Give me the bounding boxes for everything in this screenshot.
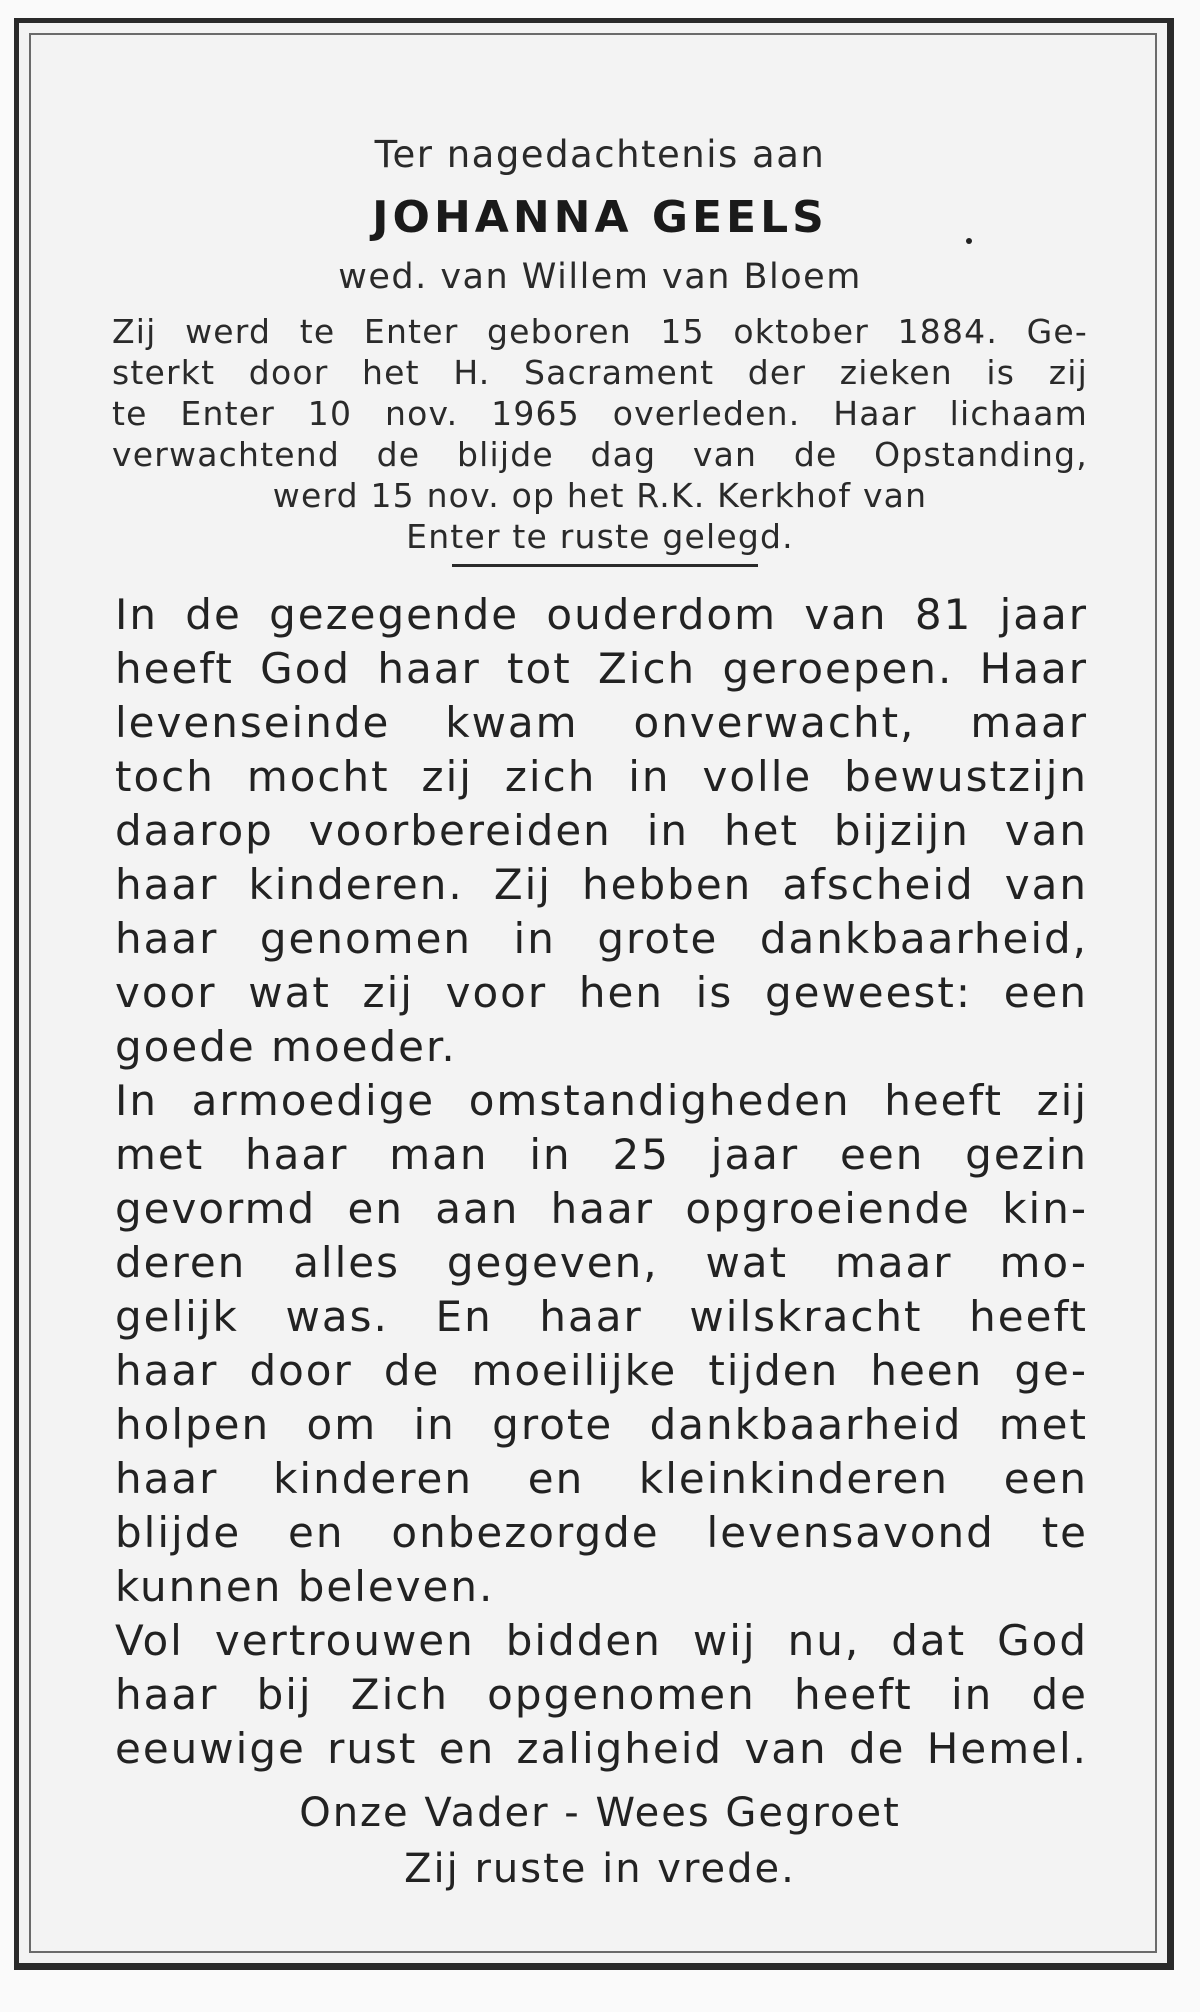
body-line: gelijk was. En haar wilskracht heeft [115, 1292, 1088, 1341]
bio-line: verwachtend de blijde dag van de Opstanding, [112, 435, 1088, 474]
body-line: haar door de moeilijke tijden heen ge- [115, 1346, 1088, 1395]
bio-line: te Enter 10 nov. 1965 overleden. Haar lichaam [112, 394, 1088, 433]
body-line: deren alles gegeven, wat maar mo- [115, 1238, 1088, 1287]
divider-rule [452, 564, 758, 567]
bio-line: werd 15 nov. op het R.K. Kerkhof van [272, 476, 928, 515]
body-line: goede moeder. [115, 1022, 457, 1071]
body-line: holpen om in grote dankbaarheid met [115, 1400, 1088, 1449]
body-line: heeft God haar tot Zich geroepen. Haar [115, 644, 1088, 693]
body-line: Vol vertrouwen bidden wij nu, dat God [115, 1616, 1088, 1665]
body-line: levenseinde kwam onverwacht, maar [115, 698, 1088, 747]
body-line: haar kinderen en kleinkinderen een [115, 1454, 1088, 1503]
ink-speck [966, 238, 972, 244]
body-line: In armoedige omstandigheden heeft zij [115, 1076, 1088, 1125]
body-line: haar kinderen. Zij hebben afscheid van [115, 860, 1088, 909]
closing-line: Zij ruste in vrede. [404, 1846, 796, 1892]
body-line: kunnen beleven. [115, 1562, 495, 1611]
bio-line: sterkt door het H. Sacrament der zieken is zij [112, 353, 1088, 392]
body-line: voor wat zij voor hen is geweest: een [115, 968, 1088, 1017]
bio-line: Enter te ruste gelegd. [406, 517, 794, 556]
deceased-name: JOHANNA GEELS [372, 192, 828, 243]
body-line: gevormd en aan haar opgroeiende kin- [115, 1184, 1088, 1233]
body-line: met haar man in 25 jaar een gezin [115, 1130, 1088, 1179]
body-line: haar bij Zich opgenomen heeft in de [115, 1670, 1088, 1719]
body-line: blijde en onbezorgde levensavond te [115, 1508, 1088, 1557]
body-line: In de gezegende ouderdom van 81 jaar [115, 590, 1088, 639]
intro-text: Ter nagedachtenis aan [374, 133, 826, 176]
body-line: eeuwige rust en zaligheid van de Hemel. [115, 1724, 1088, 1773]
prayer-line: Onze Vader - Wees Gegroet [299, 1790, 901, 1836]
widow-line: wed. van Willem van Bloem [338, 257, 862, 297]
body-line: haar genomen in grote dankbaarheid, [115, 914, 1088, 963]
bio-line: Zij werd te Enter geboren 15 oktober 1884. Ge- [112, 312, 1088, 351]
body-line: toch mocht zij zich in volle bewustzijn [115, 752, 1088, 801]
body-line: daarop voorbereiden in het bijzijn van [115, 806, 1088, 855]
